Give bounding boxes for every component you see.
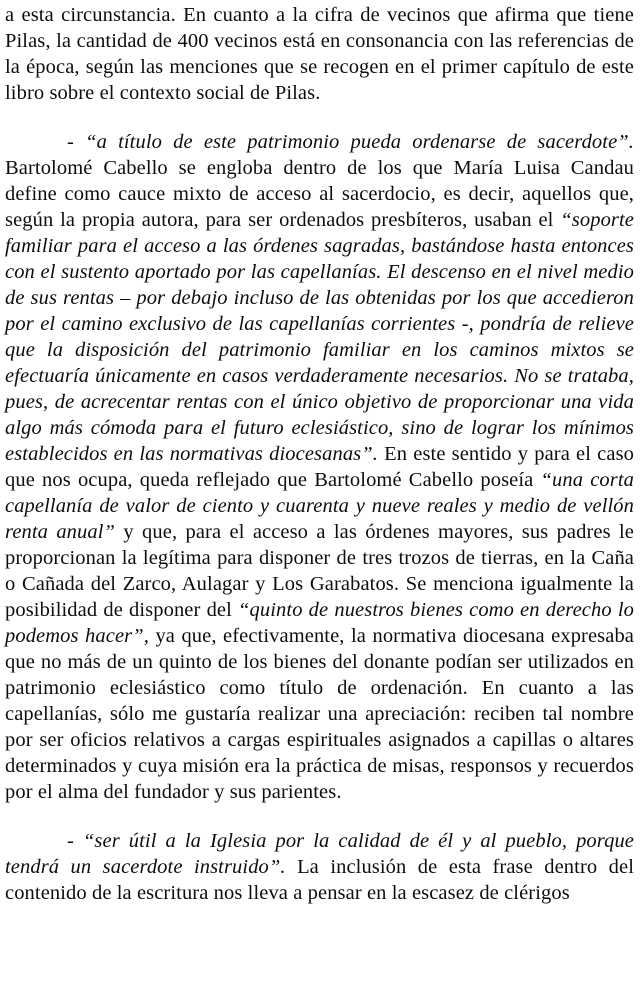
text-run-italic: - “ser útil a la Iglesia por la calidad de él y al pueblo, porque tendrá un sacerdote instruido”. bbox=[5, 830, 634, 878]
document-text bbox=[5, 2, 634, 906]
paragraph bbox=[5, 129, 634, 805]
text-run-regular: ya que, efectivamente, la normativa diocesana expresaba que no más de un quinto de los bienes del donante podían ser utilizados en patrimonio eclesiástico como título de ordenación. En cuanto a las capellanías, sólo me gustaría realizar una apreciación: reciben tal nombre por ser oficios relativos a cargas espirituales asignados a capillas o altares determinados y cuya misión era la práctica de misas, responsos y recuerdos por el alma del fundador y sus parientes. bbox=[5, 625, 634, 803]
text-run-italic: - “a título de este patrimonio pueda ordenarse de sacerdote”. bbox=[67, 131, 634, 153]
text-run-italic: “una corta capellanía de valor de ciento y cuarenta y nueve reales y medio de vellón renta anual” bbox=[5, 469, 634, 543]
text-run-regular: Bartolomé Cabello se engloba dentro de los que María Luisa Candau define como cauce mixto de acceso al sacerdocio, es decir, aquellos que, según la propia autora, para ser ordenados presbíteros, usaban el bbox=[5, 157, 634, 231]
text-run-regular: a esta circunstancia. En cuanto a la cifra de vecinos que afirma que tiene Pilas, la cantidad de 400 vecinos está en consonancia con las referencias de la época, según las menciones que se recogen en el primer capítulo de este libro sobre el contexto social de Pilas. bbox=[5, 4, 634, 104]
text-run-regular: La inclusión de esta frase dentro del contenido de la escritura nos lleva a pensar en la escasez de clérigos bbox=[5, 856, 634, 904]
text-run-italic: “quinto de nuestros bienes como en derecho lo podemos hacer”, bbox=[5, 599, 634, 647]
paragraph bbox=[5, 2, 634, 106]
text-run-regular: y que, para el acceso a las órdenes mayores, sus padres le proporcionan la legítima para disponer de tres trozos de tierras, en la Caña o Cañada del Zarco, Aulagar y Los Garabatos. Se menciona igualmente la posibilidad de disponer del bbox=[5, 521, 635, 621]
paragraph bbox=[5, 828, 634, 906]
text-run-italic: “soporte familiar para el acceso a las órdenes sagradas, bastándose hasta entonces con el sustento aportado por las capellanías. El descenso en el nivel medio de sus rentas – por debajo incluso de las obtenidas por los que accedieron por el camino exclusivo de las capellanías corrientes -, pondría de relieve que la disposición del patrimonio familiar en los caminos mixtos se efectuaría únicamente en casos verdaderamente necesarios. No se trataba, pues, de acrecentar rentas con el único objetivo de proporcionar una vida algo más cómoda para el futuro eclesiástico, sino de lograr los mínimos establecidos en las normativas diocesanas”. bbox=[5, 209, 634, 465]
text-run-regular: En este sentido y para el caso que nos ocupa, queda reflejado que Bartolomé Cabello poseía bbox=[5, 443, 635, 491]
